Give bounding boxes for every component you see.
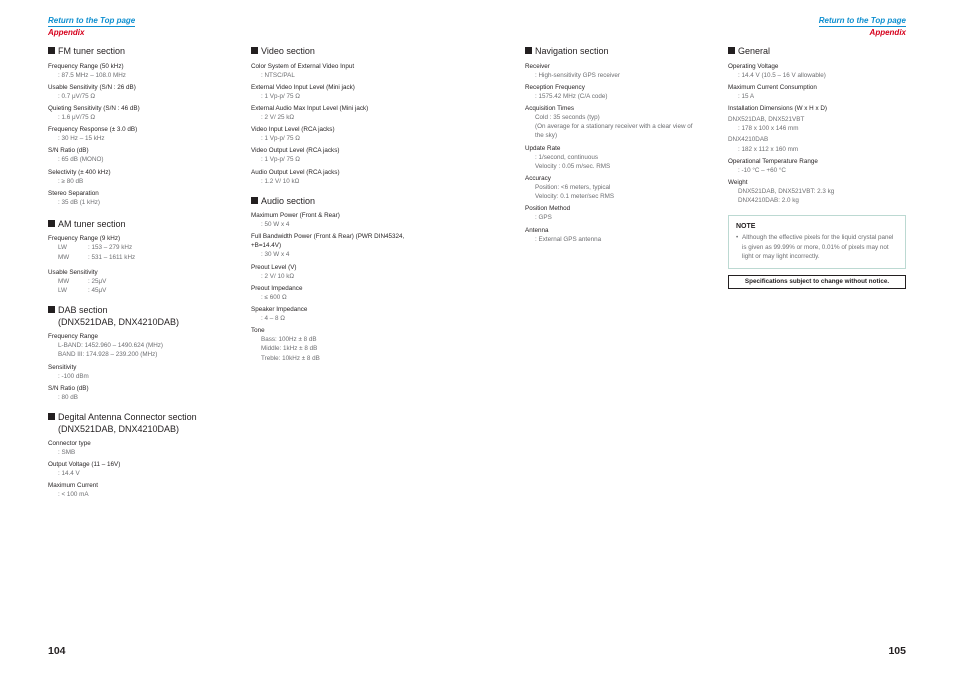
spec-value: : 1575.42 MHz (C/A code) [535,92,608,100]
spec-label: Color System of External Video Input [251,62,355,70]
spec-label: External Video Input Level (Mini jack) [251,83,355,91]
spec-label: S/N Ratio (dB) [48,384,89,392]
spec-value: : 2 V/ 25 kΩ [261,113,295,121]
spec-value: : 50 W x 4 [261,221,290,229]
spec-label: Video Input Level (RCA jacks) [251,126,335,134]
spec-label: Maximum Power (Front & Rear) [251,212,340,220]
spec-value: : 1 Vp-p/ 75 Ω [261,92,301,100]
spec-row: MW : 25μV [58,277,107,285]
fm-section-title: FM tuner section [58,46,126,56]
spec-value: BAND III: 174.928 – 239.200 (MHz) [58,351,158,359]
specification-notice: Specifications subject to change without notice. [728,275,906,289]
spec-value: Position: <6 meters, typical [535,183,611,191]
return-to-top-link-left[interactable]: Return to the Top page [48,16,136,25]
square-bullet-icon [728,47,735,54]
spec-value: : 1 Vp-p/ 75 Ω [261,135,301,143]
spec-value: Middle: 1kHz ± 8 dB [261,345,318,353]
spec-value: : ≤ 600 Ω [261,293,287,301]
spec-label: Frequency Range (9 kHz) [48,235,121,243]
spec-model: DNX521DAB, DNX521VBT [728,115,805,123]
spec-value: : 15 A [738,92,755,100]
spec-label: Maximum Current Consumption [728,83,817,91]
spec-label: Frequency Response (± 3.0 dB) [48,126,138,134]
dab-section [48,305,228,402]
spec-row: LW : 45μV [58,287,107,295]
spec-value: L-BAND: 1452.960 – 1490.624 (MHz) [58,342,164,350]
antenna-section-title: Degital Antenna Connector section [58,412,197,423]
video-section-title: Video section [261,46,315,56]
fm-tuner-section [48,46,228,207]
spec-label: Usable Sensitivity (S/N : 26 dB) [48,83,136,91]
spec-label: Preout Impedance [251,284,303,292]
square-bullet-icon [48,306,55,313]
column-4 [728,46,908,289]
spec-label: Operational Temperature Range [728,157,818,165]
spec-label: Antenna [525,226,549,234]
note-text: Although the effective pixels for the liquid crystal panel is given as 99.99% or more, 0.01% of pixels may not light or may light incorrectly. [742,234,894,261]
section-label-right: Appendix [869,28,906,37]
spec-value: : 65 dB (MONO) [58,156,104,164]
section-label-left: Appendix [48,28,85,37]
spec-label: Position Method [525,205,571,213]
spec-label: Tone [251,327,265,335]
spec-value: DNX4210DAB: 2.0 kg [738,197,799,205]
general-section-title: General [738,46,771,56]
spec-value: Bass: 100Hz ± 8 dB [261,336,317,344]
spec-label: Installation Dimensions (W x H x D) [728,104,828,112]
spec-value: Treble: 10kHz ± 8 dB [261,354,320,362]
note-box [728,215,906,269]
page-number-left: 104 [48,645,66,657]
spec-value: : 1.6 μV/75 Ω [58,113,96,121]
spec-value: : GPS [535,214,552,222]
spec-label: Full Bandwidth Power (Front & Rear) (PWR DIN45324, +B=14.4V) [251,233,405,250]
spec-label: Frequency Range [48,333,99,341]
spec-value: : -10 °C – +60 °C [738,166,786,174]
dab-section-subtitle: (DNX521DAB, DNX4210DAB) [58,316,180,327]
spec-value: : 30 W x 4 [261,251,290,259]
spec-row: MW : 531 – 1611 kHz [58,253,136,261]
am-tuner-section [48,219,228,295]
spec-value: Velocity: 0.1 meter/sec RMS [535,193,615,201]
spec-value: : 178 x 100 x 146 mm [738,125,799,133]
spec-label: Accuracy [525,174,551,182]
square-bullet-icon [48,47,55,54]
spec-value: : 14.4 V [58,470,80,478]
audio-section [251,196,436,363]
spec-label: Weight [728,178,748,186]
page-number-right: 105 [888,645,906,657]
square-bullet-icon [251,197,258,204]
spec-label: External Audio Max Input Level (Mini jack) [251,104,369,112]
column-2 [251,46,436,369]
spec-label: Sensitivity [48,363,77,371]
spec-value: : 35 dB (1 kHz) [58,198,100,206]
spec-value: : SMB [58,449,76,457]
square-bullet-icon [525,47,532,54]
header-right [819,15,906,38]
spec-label: Usable Sensitivity [48,268,98,276]
bullet-icon: • [736,234,739,242]
spec-value: : 182 x 112 x 160 mm [738,145,799,153]
square-bullet-icon [48,413,55,420]
column-3 [525,46,700,250]
spec-row: LW : 153 – 279 kHz [58,244,133,252]
spec-label: Connector type [48,440,91,448]
spec-label: Acquisition Times [525,104,574,112]
spec-value: : -100 dBm [58,372,89,380]
spec-label: Update Rate [525,144,561,152]
spec-label: Video Output Level (RCA jacks) [251,147,340,155]
header-left [48,15,135,38]
square-bullet-icon [251,47,258,54]
spec-value: Velocity : 0.05 m/sec. RMS [535,162,611,170]
spec-label: Reception Frequency [525,83,585,91]
navigation-section-title: Navigation section [535,46,609,56]
spec-label: S/N Ratio (dB) [48,147,89,155]
spec-label: Frequency Range (50 kHz) [48,62,124,70]
spec-value: : 1.2 V/ 10 kΩ [261,177,300,185]
return-to-top-link-right[interactable]: Return to the Top page [818,16,906,25]
video-section [251,46,436,186]
spec-label: Speaker Impedance [251,306,308,314]
spec-model: DNX4210DAB [728,136,769,144]
spec-label: Maximum Current [48,482,99,490]
spec-value: DNX521DAB, DNX521VBT: 2.3 kg [738,187,835,195]
navigation-section [525,46,700,244]
general-section [728,46,908,205]
dab-section-title: DAB section [58,305,108,316]
antenna-section-subtitle: (DNX521DAB, DNX4210DAB) [58,423,180,434]
spec-label: Quieting Sensitivity (S/N : 46 dB) [48,104,140,112]
spec-value: Cold : 35 seconds (typ) [535,113,600,121]
spec-value: : 30 Hz – 15 kHz [58,135,105,143]
spec-value: : 4 – 8 Ω [261,315,285,323]
spec-value: : 0.7 μV/75 Ω [58,92,96,100]
spec-value: (On average for a stationary receiver with a clear view of the sky) [535,123,693,140]
spec-label: Receiver [525,62,550,70]
column-1 [48,46,228,506]
spec-value: : 1/second, continuous [535,153,599,161]
spec-value: : ≥ 80 dB [58,177,84,185]
digital-antenna-section [48,412,228,500]
spec-value: : High-sensitivity GPS receiver [535,71,621,79]
spec-value: : NTSC/PAL [261,71,295,79]
spec-value: : < 100 mA [58,491,89,499]
spec-value: : 87.5 MHz – 108.0 MHz [58,71,126,79]
spec-label: Operating Voltage [728,62,779,70]
spec-value: : 80 dB [58,393,78,401]
am-section-title: AM tuner section [58,218,126,229]
spec-value: : 1 Vp-p/ 75 Ω [261,156,301,164]
note-title: NOTE [736,223,756,231]
spec-value: : 2 V/ 10 kΩ [261,272,295,280]
spec-value: : External GPS antenna [535,235,602,243]
spec-label: Preout Level (V) [251,263,297,271]
spec-label: Audio Output Level (RCA jacks) [251,168,340,176]
spec-label: Selectivity (± 400 kHz) [48,168,111,176]
spec-label: Stereo Separation [48,189,99,197]
audio-section-title: Audio section [261,195,316,206]
square-bullet-icon [48,220,55,227]
spec-value: : 14.4 V (10.5 – 16 V allowable) [738,71,826,79]
spec-label: Output Voltage (11 – 16V) [48,461,121,469]
